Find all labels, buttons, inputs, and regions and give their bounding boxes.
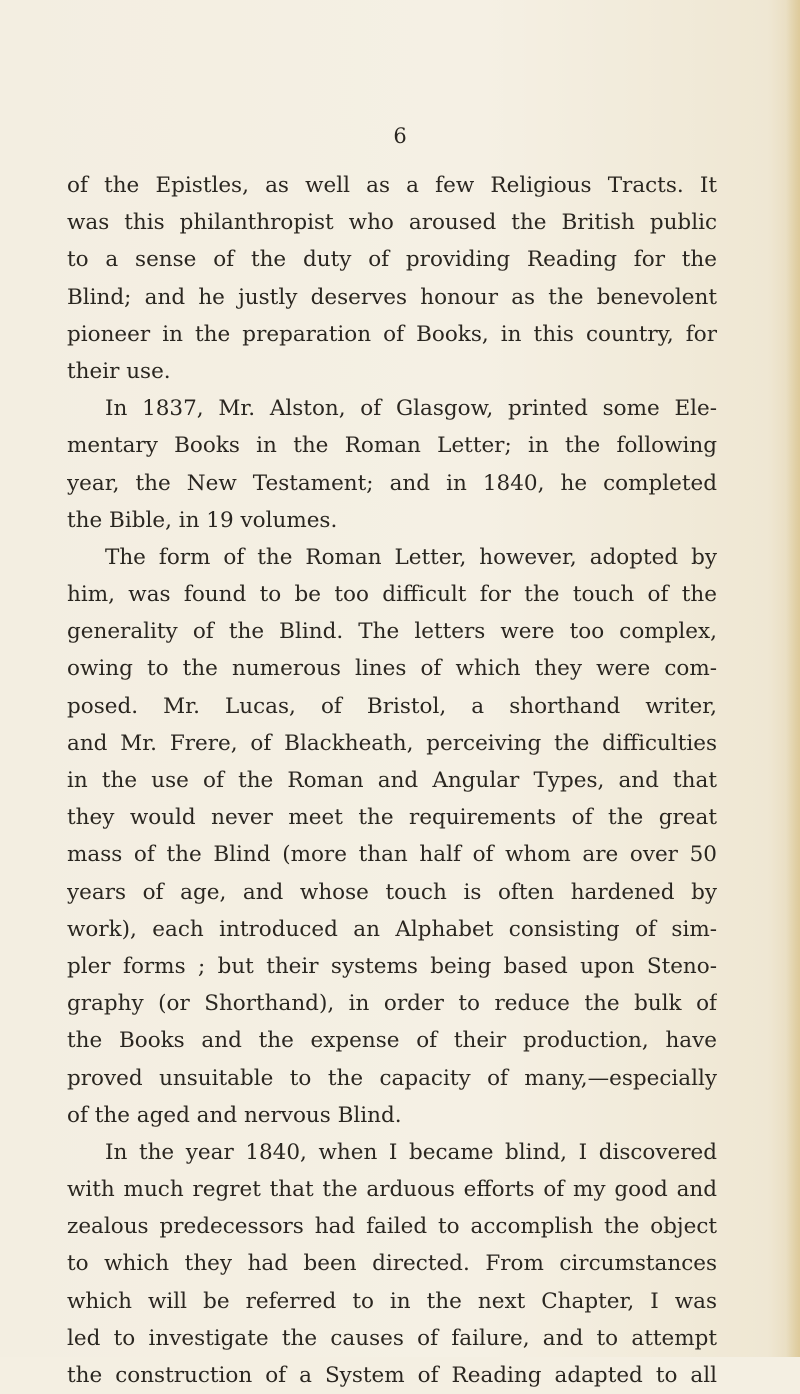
text-line: zealous predecessors had failed to accomplish the object xyxy=(67,1214,717,1240)
text-line: In 1837, Mr. Alston, of Glasgow, printed some Ele- xyxy=(105,396,717,422)
body-text xyxy=(67,167,717,1394)
text-line: years of age, and whose touch is often hardened by xyxy=(67,879,717,905)
text-line: posed. Mr. Lucas, of Bristol, a shorthand writer, xyxy=(67,693,717,719)
text-line: the construction of a System of Reading adapted to all xyxy=(67,1363,717,1388)
text-line: to which they had been directed. From circumstances xyxy=(67,1251,717,1277)
text-line: the Bible, in 19 volumes. xyxy=(67,507,338,533)
text-line: In the year 1840, when I became blind, I discovered xyxy=(105,1139,717,1165)
text-line: the Books and the expense of their production, have xyxy=(67,1028,717,1054)
text-line: with much regret that the arduous efforts of my good and xyxy=(67,1177,717,1203)
text-line: him, was found to be too difficult for the touch of the xyxy=(67,582,717,608)
text-line: graphy (or Shorthand), in order to reduce the bulk of xyxy=(67,991,717,1017)
text-line: pler forms ; but their systems being based upon Steno- xyxy=(67,953,717,979)
text-line: was this philanthropist who aroused the British public xyxy=(67,210,717,236)
text-line: proved unsuitable to the capacity of many,—especially xyxy=(67,1065,717,1091)
text-line: of the aged and nervous Blind. xyxy=(67,1102,402,1128)
text-line: owing to the numerous lines of which they were com- xyxy=(67,656,717,682)
text-line: of the Epistles, as well as a few Religious Tracts. It xyxy=(67,173,717,198)
page-edge xyxy=(786,0,800,1357)
text-line: work), each introduced an Alphabet consisting of sim- xyxy=(67,916,717,942)
text-line: in the use of the Roman and Angular Types, and that xyxy=(67,768,717,793)
text-line: year, the New Testament; and in 1840, he completed xyxy=(67,470,717,496)
text-line: mentary Books in the Roman Letter; in the following xyxy=(67,433,717,459)
text-line: they would never meet the requirements of the great xyxy=(67,805,717,831)
text-line: generality of the Blind. The letters were too complex, xyxy=(67,619,717,645)
text-line: and Mr. Frere, of Blackheath, perceiving the difficulties xyxy=(67,730,717,756)
page-number: 6 xyxy=(393,124,407,148)
text-line: which will be referred to in the next Chapter, I was xyxy=(67,1288,717,1314)
text-line: Blind; and he justly deserves honour as the benevolent xyxy=(67,284,717,310)
text-line: pioneer in the preparation of Books, in this country, for xyxy=(67,321,717,347)
text-line: to a sense of the duty of providing Reading for the xyxy=(67,247,717,273)
text-line: mass of the Blind (more than half of whom are over 50 xyxy=(67,842,717,868)
text-line: led to investigate the causes of failure, and to attempt xyxy=(67,1325,717,1351)
text-line: their use. xyxy=(67,358,171,384)
text-line: The form of the Roman Letter, however, adopted by xyxy=(105,544,717,570)
